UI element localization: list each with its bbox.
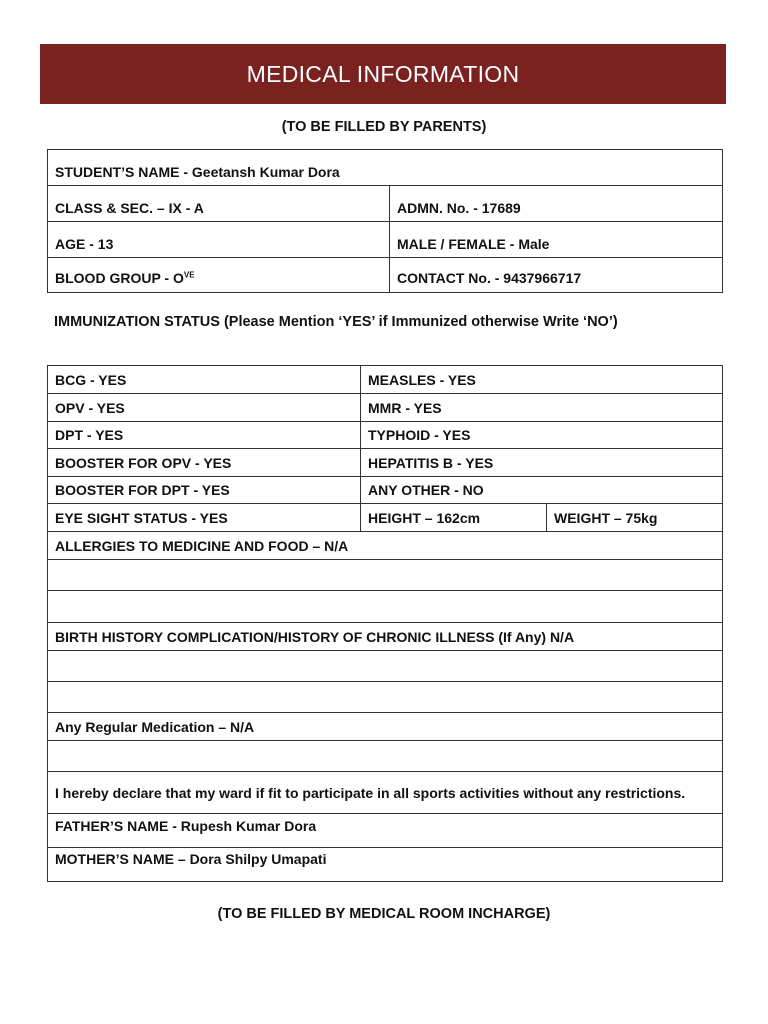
father-name-cell: FATHER’S NAME - Rupesh Kumar Dora	[48, 814, 723, 848]
blood-group-superscript: VE	[183, 270, 195, 280]
allergies-cell: ALLERGIES TO MEDICINE AND FOOD – N/A	[48, 532, 723, 560]
table-row	[48, 623, 723, 651]
student-name-row	[48, 150, 723, 186]
declaration-cell: I hereby declare that my ward if fit to participate in all sports activities without any restrictions.	[48, 772, 723, 814]
booster-dpt-cell: BOOSTER FOR DPT - YES	[48, 477, 361, 504]
mmr-cell: MMR - YES	[361, 394, 723, 422]
age-field: AGE - 13	[48, 222, 390, 258]
form-title: MEDICAL INFORMATION	[246, 60, 520, 87]
table-row	[48, 449, 723, 477]
blank-cell	[48, 560, 723, 591]
blank-row	[48, 682, 723, 713]
dpt-cell: DPT - YES	[48, 422, 361, 449]
blood-group-text: BLOOD GROUP - O	[55, 270, 184, 286]
blank-row	[48, 560, 723, 591]
any-other-cell: ANY OTHER - NO	[361, 477, 723, 504]
student-info-table	[47, 149, 723, 293]
blank-cell	[48, 651, 723, 682]
blank-cell	[48, 741, 723, 772]
blank-row	[48, 651, 723, 682]
regular-medication-cell: Any Regular Medication – N/A	[48, 713, 723, 741]
table-row	[48, 422, 723, 449]
table-row	[48, 394, 723, 422]
age-gender-row	[48, 222, 723, 258]
blood-contact-row	[48, 258, 723, 293]
bcg-cell: BCG - YES	[48, 366, 361, 394]
blank-row	[48, 741, 723, 772]
opv-cell: OPV - YES	[48, 394, 361, 422]
parents-note: (TO BE FILLED BY PARENTS)	[281, 119, 487, 135]
immunization-table	[47, 365, 723, 882]
table-row	[48, 848, 723, 882]
typhoid-cell: TYPHOID - YES	[361, 422, 723, 449]
blank-cell	[48, 682, 723, 713]
immunization-status-heading: IMMUNIZATION STATUS (Please Mention ‘YES’ if Immunized otherwise Write ‘NO’)	[54, 314, 618, 330]
table-row	[48, 366, 723, 394]
admn-no-field: ADMN. No. - 17689	[390, 186, 723, 222]
mother-name-cell: MOTHER’S NAME – Dora Shilpy Umapati	[48, 848, 723, 882]
contact-field: CONTACT No. - 9437966717	[390, 258, 723, 293]
gender-field: MALE / FEMALE - Male	[390, 222, 723, 258]
table-row	[48, 772, 723, 814]
table-row	[48, 532, 723, 560]
student-name-field: STUDENT’S NAME - Geetansh Kumar Dora	[48, 150, 723, 186]
medical-room-note: (TO BE FILLED BY MEDICAL ROOM INCHARGE)	[217, 906, 551, 922]
table-row	[48, 713, 723, 741]
hepatitis-b-cell: HEPATITIS B - YES	[361, 449, 723, 477]
blood-group-field	[48, 258, 390, 293]
blank-row	[48, 591, 723, 623]
form-title-banner	[40, 44, 726, 104]
class-sec-field: CLASS & SEC. – IX - A	[48, 186, 390, 222]
table-row	[48, 504, 723, 532]
table-row	[48, 814, 723, 848]
booster-opv-cell: BOOSTER FOR OPV - YES	[48, 449, 361, 477]
table-row	[48, 477, 723, 504]
measles-cell: MEASLES - YES	[361, 366, 723, 394]
class-admn-row	[48, 186, 723, 222]
eye-sight-cell: EYE SIGHT STATUS - YES	[48, 504, 361, 532]
height-cell: HEIGHT – 162cm	[361, 504, 547, 532]
blank-cell	[48, 591, 723, 623]
weight-cell: WEIGHT – 75kg	[547, 504, 723, 532]
birth-history-cell: BIRTH HISTORY COMPLICATION/HISTORY OF CHRONIC ILLNESS (If Any) N/A	[48, 623, 723, 651]
